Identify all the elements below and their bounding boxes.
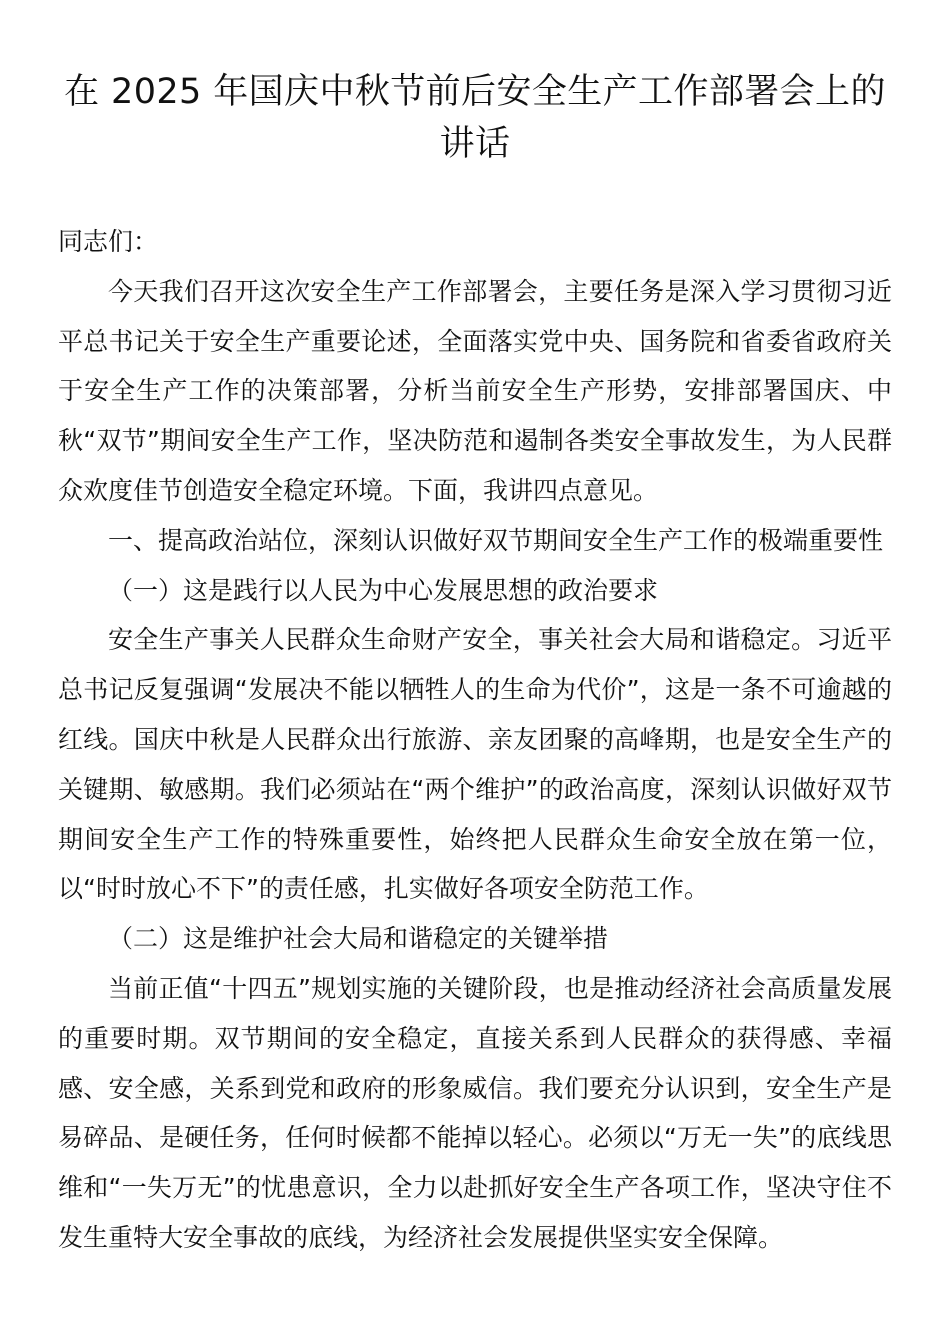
section-heading-1: 一、提高政治站位，深刻认识做好双节期间安全生产工作的极端重要性	[108, 525, 884, 555]
subsection-heading-2: （二）这是维护社会大局和谐稳定的关键举措	[108, 924, 609, 954]
page-title: 在 2025 年国庆中秋节前后安全生产工作部署会上的讲话	[64, 72, 886, 164]
paragraph-intro: 今天我们召开这次安全生产工作部署会，主要任务是深入学习贯彻习近平总书记关于安全生产重要论述，全面落实党中央、国务院和省委省政府关于安全生产工作的决策部署，分析当前安全生产形势，安排部署国庆、中秋“双节”期间安全生产工作，坚决防范和遏制各类安全事故发生，为人民群众欢度佳节创造安全稳定环境。下面，我讲四点意见。	[58, 276, 892, 505]
paragraph-subsection-2: 当前正值“十四五”规划实施的关键阶段，也是推动经济社会高质量发展的重要时期。双节期间的安全稳定，直接关系到人民群众的获得感、幸福感、安全感，关系到党和政府的形象威信。我们要充分认识到，安全生产是易碎品、是硬任务，任何时候都不能掉以轻心。必须以“万无一失”的底线思维和“一失万无”的忧患意识，全力以赴抓好安全生产各项工作，坚决守住不发生重特大安全事故的底线，为经济社会发展提供坚实安全保障。	[58, 973, 892, 1252]
salutation: 同志们：	[58, 227, 159, 256]
paragraph-subsection-1: 安全生产事关人民群众生命财产安全，事关社会大局和谐稳定。习近平总书记反复强调“发展决不能以牺牲人的生命为代价”，这是一条不可逾越的红线。国庆中秋是人民群众出行旅游、亲友团聚的高峰期，也是安全生产的关键期、敏感期。我们必须站在“两个维护”的政治高度，深刻认识做好双节期间安全生产工作的特殊重要性，始终把人民群众生命安全放在第一位，以“时时放心不下”的责任感，扎实做好各项安全防范工作。	[58, 625, 892, 904]
subsection-heading-1: （一）这是践行以人民为中心发展思想的政治要求	[108, 575, 659, 605]
document-body	[58, 217, 892, 1263]
